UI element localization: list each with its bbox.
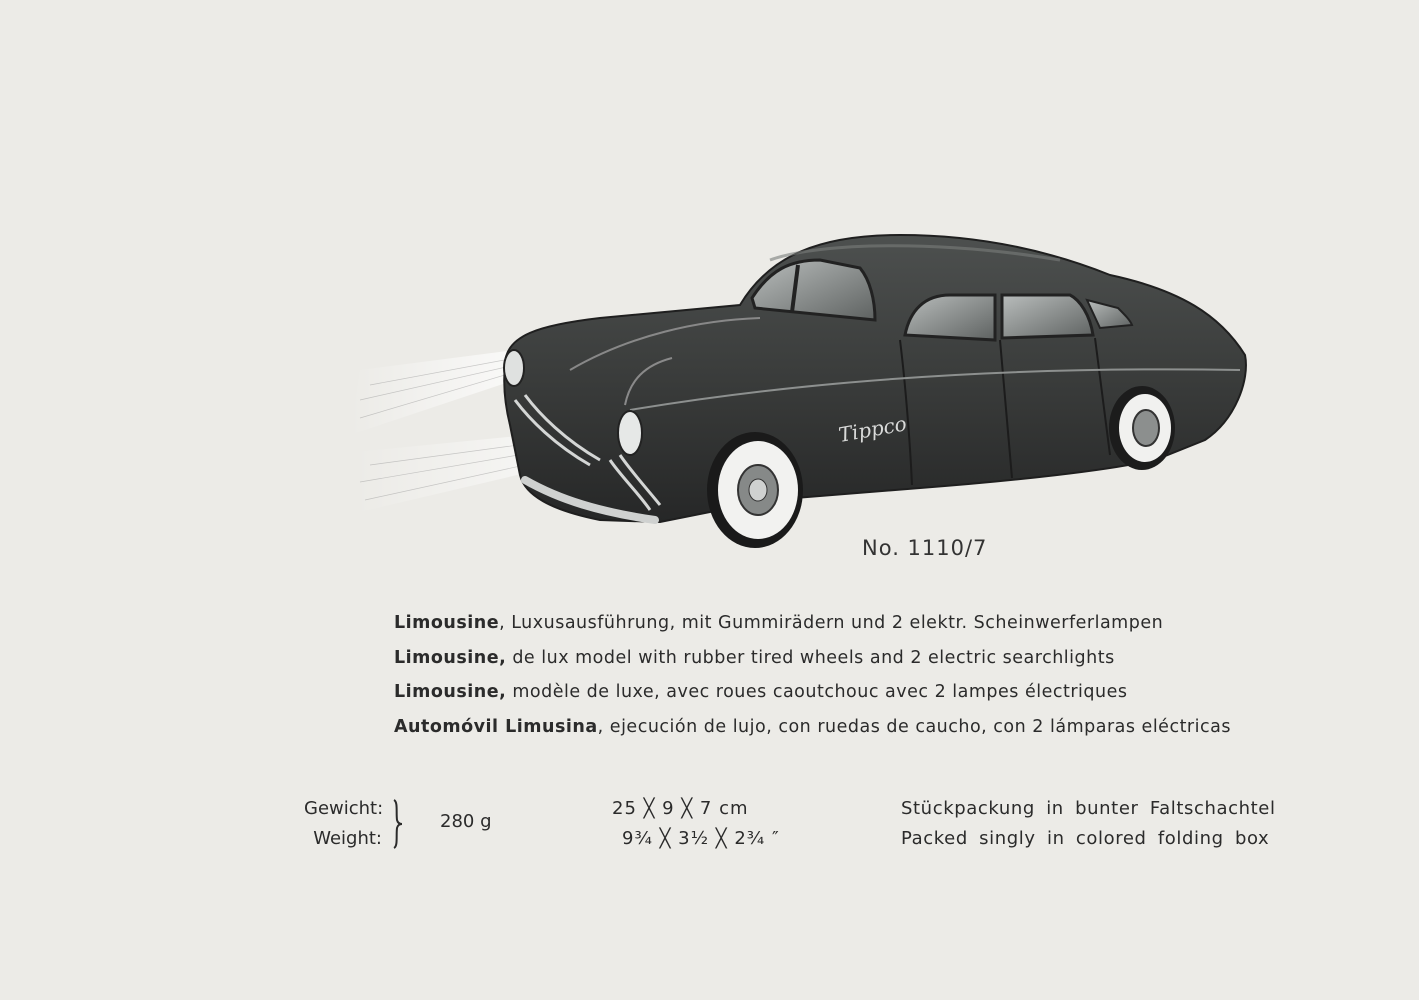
car-body (504, 235, 1246, 548)
model-number: No. 1110/7 (862, 536, 988, 560)
weight-labels (304, 794, 382, 854)
packing-german: Stückpackung in bunter Faltschachtel (901, 798, 1276, 819)
dimensions (612, 794, 780, 854)
brand-logo: Tippco (836, 411, 909, 447)
front-wheel (707, 432, 803, 548)
packing-english: Packed singly in colored folding box (901, 828, 1270, 849)
weight-label-german: Gewicht: (304, 798, 384, 819)
weight-value: 280 g (440, 811, 492, 832)
toy-car-illustration (300, 220, 1260, 560)
description-spanish: Automóvil Limusina, ejecución de lujo, con ruedas de caucho, con 2 lámparas eléctricas (394, 716, 1231, 737)
description-french: Limousine, modèle de luxe, avec roues caoutchouc avec 2 lampes électriques (394, 682, 1128, 702)
rear-wheel (1109, 386, 1175, 470)
dimensions-cm: 25 ╳ 9 ╳ 7 cm (612, 798, 749, 819)
description-english: Limousine, de lux model with rubber tired wheels and 2 electric searchlights (394, 647, 1115, 668)
weight-label-english: Weight: (313, 828, 382, 849)
brace-symbol (390, 798, 404, 850)
description-block (394, 606, 1231, 744)
description-german: Limousine, Luxusausführung, mit Gummirädern und 2 elektr. Scheinwerferlampen (394, 613, 1164, 633)
packing-info (901, 794, 1276, 854)
dimensions-inches: 9¾ ╳ 3½ ╳ 2¾ ″ (622, 828, 780, 849)
